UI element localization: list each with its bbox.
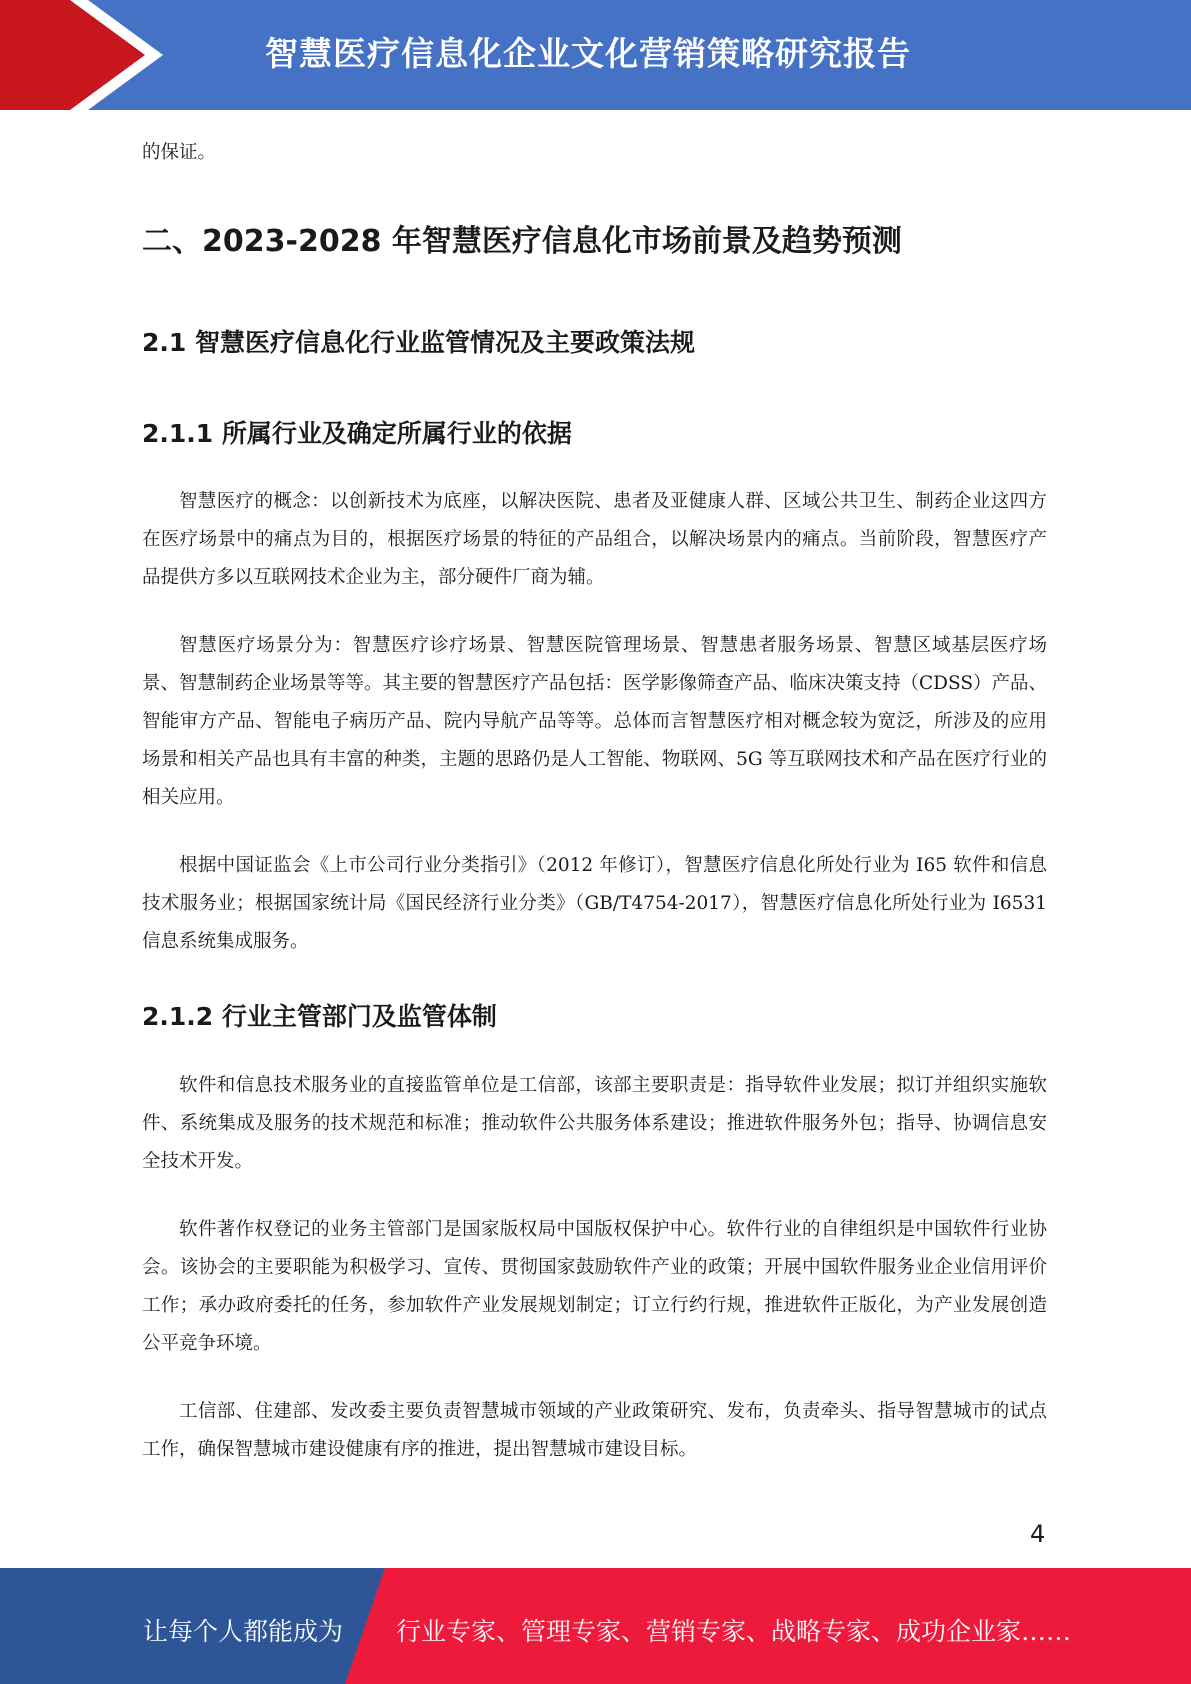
page-header — [0, 0, 1191, 110]
paragraph-smart-healthcare-concept: 智慧医疗的概念：以创新技术为底座，以解决医院、患者及亚健康人群、区域公共卫生、制药企业这四方在医疗场景中的痛点为目的，根据医疗场景的特征的产品组合，以解决场景内的痛点。当前阶段，智慧医疗产品提供方多以互联网技术企业为主，部分硬件厂商为辅。 — [142, 491, 1047, 588]
footer-slogan-right: 行业专家、管理专家、营销专家、战略专家、成功企业家…… — [396, 1617, 1072, 1646]
paragraph-smart-healthcare-scenarios: 智慧医疗场景分为：智慧医疗诊疗场景、智慧医院管理场景、智慧患者服务场景、智慧区域基层医疗场景、智慧制药企业场景等等。其主要的智慧医疗产品包括：医学影像筛查产品、临床决策支持（CDSS）产品、智能审方产品、智能电子病历产品、院内导航产品等等。总体而言智慧医疗相对概念较为宽泛，所涉及的应用场景和相关产品也具有丰富的种类，主题的思路仍是人工智能、物联网、5G 等互联网技术和产品在医疗行业的相关应用。 — [142, 635, 1048, 808]
footer-slogan-left: 让每个人都能成为 — [143, 1617, 344, 1646]
report-title: 智慧医疗信息化企业文化营销策略研究报告 — [265, 34, 911, 73]
page-footer — [0, 1568, 1191, 1684]
subsection-heading-2-1-1: 2.1.1 所属行业及确定所属行业的依据 — [142, 419, 572, 448]
subsection-heading-2-1: 2.1 智慧医疗信息化行业监管情况及主要政策法规 — [142, 328, 695, 357]
lead-fragment: 的保证。 — [142, 142, 217, 163]
subsection-heading-2-1-2: 2.1.2 行业主管部门及监管体制 — [142, 1002, 497, 1031]
section-title: 二、2023-2028 年智慧医疗信息化市场前景及趋势预测 — [142, 224, 902, 259]
paragraph-industry-classification: 根据中国证监会《上市公司行业分类指引》（2012 年修订），智慧医疗信息化所处行业为 I65 软件和信息技术服务业；根据国家统计局《国民经济行业分类》（GB/T4754-2017），智慧医疗信息化所处行业为 I6531 信息系统集成服务。 — [142, 855, 1047, 952]
paragraph-smart-city-departments: 工信部、住建部、发改委主要负责智慧城市领域的产业政策研究、发布，负责牵头、指导智慧城市的试点工作，确保智慧城市建设健康有序的推进，提出智慧城市建设目标。 — [142, 1401, 1047, 1460]
page-number: 4 — [1030, 1520, 1046, 1548]
paragraph-copyright-association: 软件著作权登记的业务主管部门是国家版权局中国版权保护中心。软件行业的自律组织是中国软件行业协会。该协会的主要职能为积极学习、宣传、贯彻国家鼓励软件产业的政策；开展中国软件服务业企业信用评价工作；承办政府委托的任务，参加软件产业发展规划制定；订立行约行规，推进软件正版化，为产业发展创造公平竞争环境。 — [142, 1219, 1047, 1354]
paragraph-supervising-authority: 软件和信息技术服务业的直接监管单位是工信部，该部主要职责是：指导软件业发展；拟订并组织实施软件、系统集成及服务的技术规范和标准；推动软件公共服务体系建设；推进软件服务外包；指导、协调信息安全技术开发。 — [142, 1075, 1047, 1172]
